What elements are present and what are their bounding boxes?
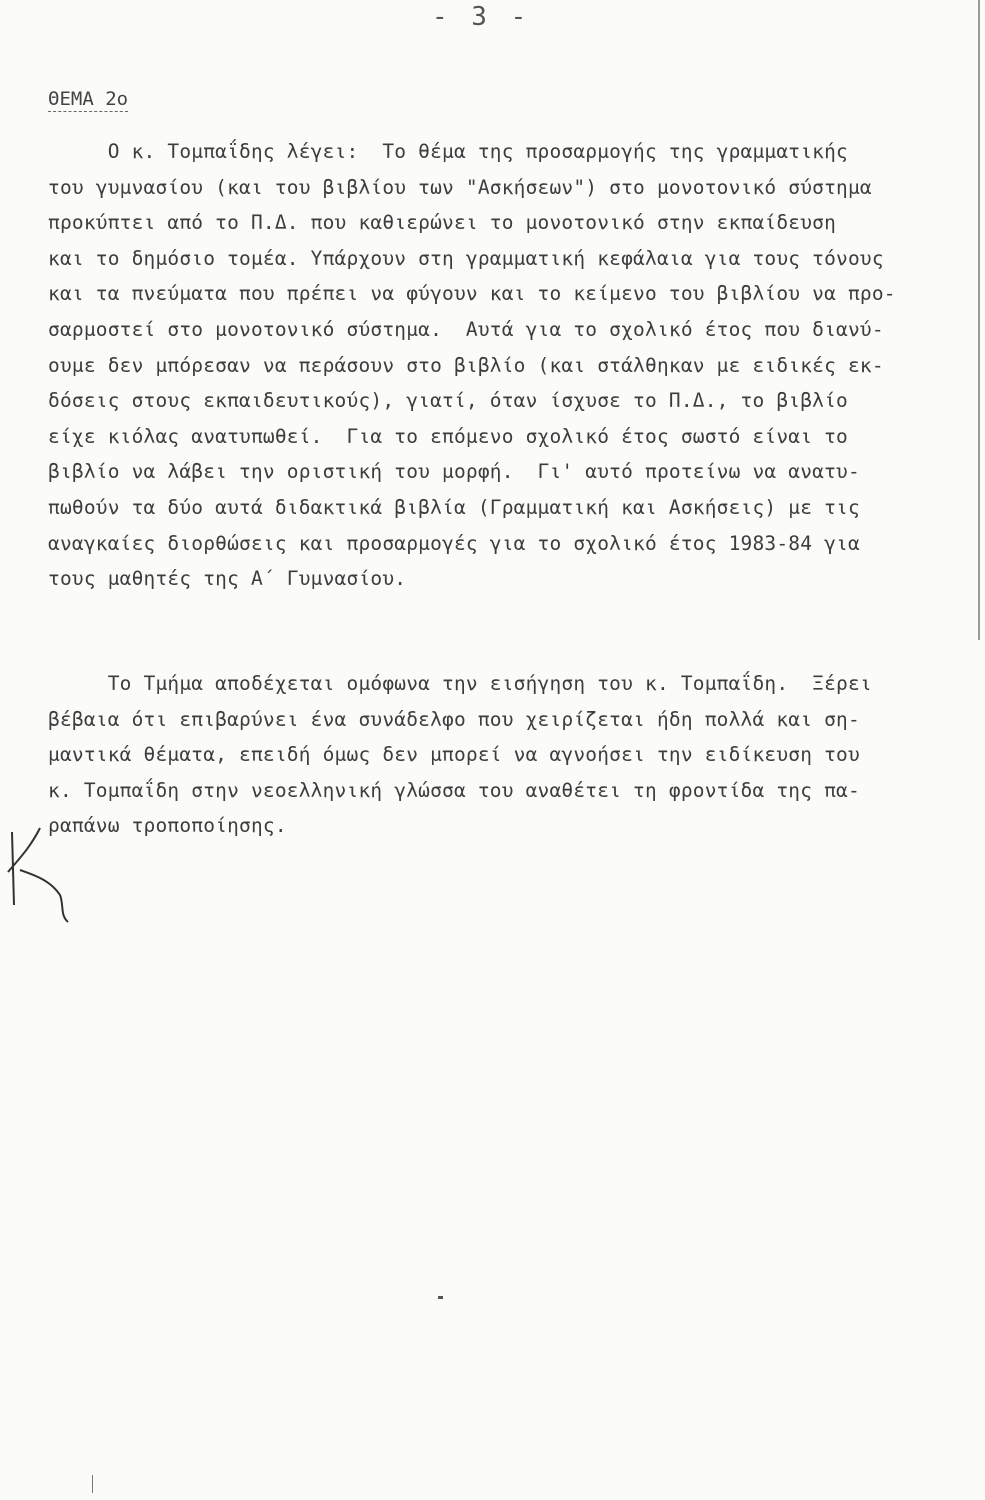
text-line: βέβαια ότι επιβαρύνει ένα συνάδελφο που χειρίζεται ήδη πολλά και ση- <box>48 707 860 731</box>
text-line: είχε κιόλας ανατυπωθεί. Για το επόμενο σχολικό έτος σωστό είναι το <box>48 424 848 448</box>
text-line: του γυμνασίου (και του βιβλίου των "Ασκήσεων") στο μονοτονικό σύστημα <box>48 175 872 199</box>
text-line: προκύπτει από το Π.Δ. που καθιερώνει το μονοτονικό στην εκπαίδευση <box>48 211 837 235</box>
section-heading: ΘΕΜΑ 2ο <box>48 88 129 110</box>
text-line: Ο κ. Τομπαΐδης λέγει: Το θέμα της προσαρμογής της γραμματικής <box>48 140 848 163</box>
ink-dot <box>438 1296 443 1299</box>
page-number: - 3 - <box>432 2 531 32</box>
text-line: δόσεις στους εκπαιδευτικούς), γιατί, όταν ίσχυσε το Π.Δ., το βιβλίο <box>48 389 848 413</box>
paragraph-2 <box>48 666 984 844</box>
text-line: και τα πνεύματα που πρέπει να φύγουν και το κείμενο του βιβλίου να προ- <box>48 282 896 306</box>
text-line: ραπάνω τροποποίησης. <box>48 814 287 838</box>
text-line: Το Τμήμα αποδέχεται ομόφωνα την εισήγηση του κ. Τομπαΐδη. Ξέρει <box>48 672 872 695</box>
paragraph-1 <box>48 134 984 597</box>
text-line: τους μαθητές της Α΄ Γυμνασίου. <box>48 567 407 591</box>
text-line: πωθούν τα δύο αυτά διδακτικά βιβλία (Γραμματική και Ασκήσεις) με τις <box>48 495 860 519</box>
text-line: και το δημόσιο τομέα. Υπάρχουν στη γραμματική κεφάλαια για τους τόνους <box>48 246 884 270</box>
text-line: σαρμοστεί στο μονοτονικό σύστημα. Αυτά για το σχολικό έτος που διανύ- <box>48 317 884 341</box>
text-line: μαντικά θέματα, επειδή όμως δεν μπορεί να αγνοήσει την ειδίκευση του <box>48 743 860 767</box>
text-line: αναγκαίες διορθώσεις και προσαρμογές για το σχολικό έτος 1983-84 για <box>48 531 860 555</box>
text-line: βιβλίο να λάβει την οριστική του μορφή. Γι' αυτό προτείνω να ανατυ- <box>48 460 860 484</box>
ink-tick <box>92 1475 93 1493</box>
handwritten-mark-icon <box>2 820 72 930</box>
text-line: ουμε δεν μπόρεσαν να περάσουν στο βιβλίο (και στάλθηκαν με ειδικές εκ- <box>48 353 884 377</box>
text-line: κ. Τομπαΐδη στην νεοελληνική γλώσσα του αναθέτει τη φροντίδα της πα- <box>48 778 860 802</box>
